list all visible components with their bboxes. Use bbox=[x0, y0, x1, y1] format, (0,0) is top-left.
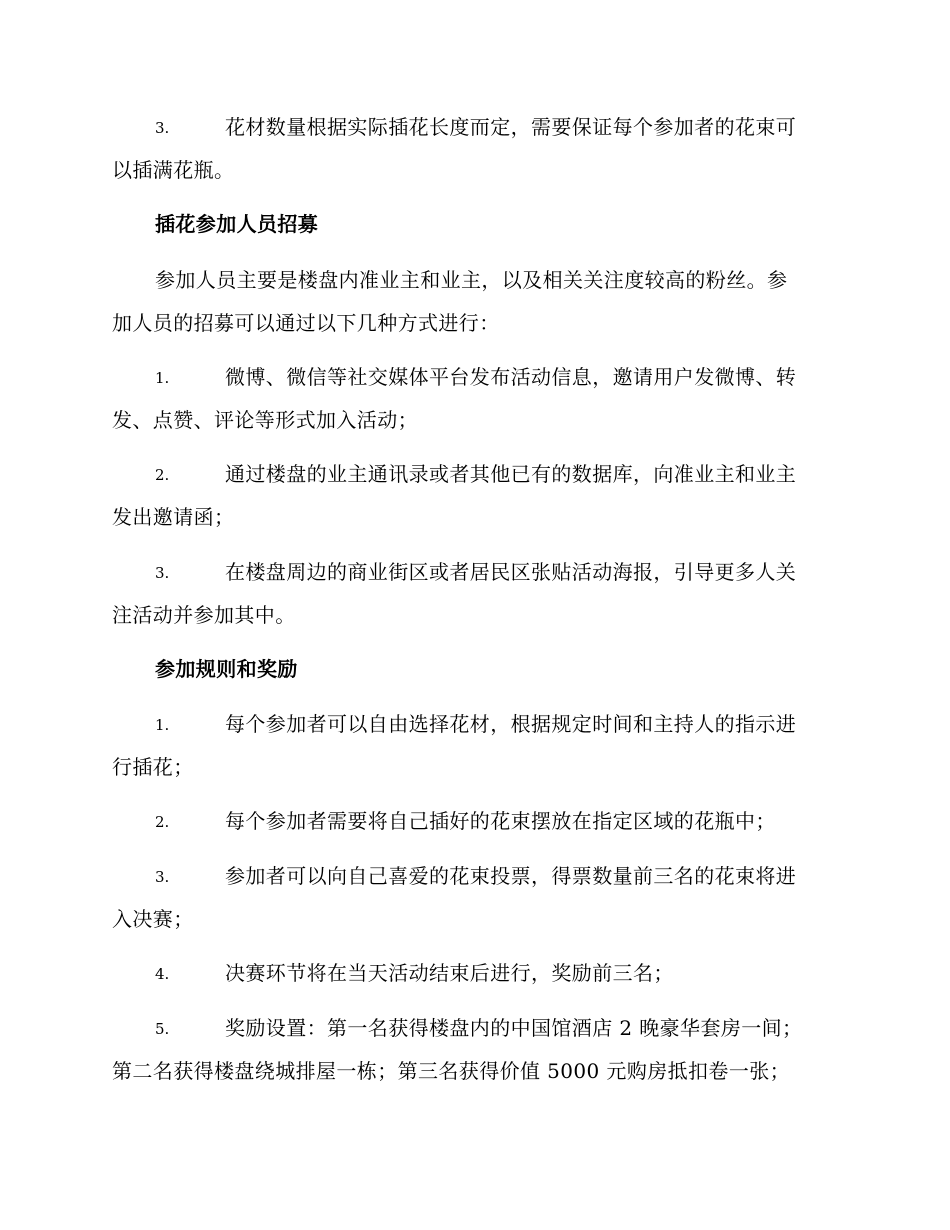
list-number: 1. bbox=[155, 716, 170, 734]
paragraph-text-continued: 加人员的招募可以通过以下几种方式进行： bbox=[112, 311, 500, 335]
list-item-text: 在楼盘周边的商业街区或者居民区张贴活动海报，引导更多人关 bbox=[225, 560, 797, 584]
list-item-text: 每个参加者可以自由选择花材，根据规定时间和主持人的指示进 bbox=[225, 712, 797, 736]
list-number: 3. bbox=[155, 564, 170, 582]
list-item-text-continued: 入决赛； bbox=[112, 907, 194, 931]
list-number: 1. bbox=[155, 369, 170, 387]
paragraph-text: 参加人员主要是楼盘内准业主和业主，以及相关关注度较高的粉丝。参 bbox=[155, 268, 788, 292]
list-number: 2. bbox=[155, 466, 170, 484]
list-item-text: 通过楼盘的业主通讯录或者其他已有的数据库，向准业主和业主 bbox=[225, 462, 797, 486]
list-item-text: 奖励设置：第一名获得楼盘内的中国馆酒店 2 晚豪华套房一间； bbox=[225, 1016, 803, 1040]
list-item-text: 每个参加者需要将自己插好的花束摆放在指定区域的花瓶中； bbox=[225, 809, 776, 833]
list-number: 3. bbox=[155, 119, 170, 137]
list-item-text: 决赛环节将在当天活动结束后进行，奖励前三名； bbox=[225, 961, 674, 985]
list-number: 3. bbox=[155, 868, 170, 886]
list-item-text-continued: 行插花； bbox=[112, 755, 194, 779]
list-item-text-continued: 注活动并参加其中。 bbox=[112, 603, 296, 627]
list-item-text-continued: 以插满花瓶。 bbox=[112, 158, 235, 182]
list-number: 5. bbox=[155, 1020, 170, 1038]
list-item-text: 花材数量根据实际插花长度而定，需要保证每个参加者的花束可 bbox=[225, 115, 797, 139]
list-item-text: 参加者可以向自己喜爱的花束投票，得票数量前三名的花束将进 bbox=[225, 864, 797, 888]
list-item-text: 微博、微信等社交媒体平台发布活动信息，邀请用户发微博、转 bbox=[225, 365, 797, 389]
section-heading-recruitment: 插花参加人员招募 bbox=[155, 212, 319, 236]
list-number: 4. bbox=[155, 965, 170, 983]
list-item-text-continued: 发、点赞、评论等形式加入活动； bbox=[112, 408, 418, 432]
list-item-text-continued: 第二名获得楼盘绕城排屋一栋；第三名获得价值 5000 元购房抵扣卷一张； bbox=[112, 1059, 791, 1083]
section-heading-rules: 参加规则和奖励 bbox=[155, 657, 298, 681]
list-item-text-continued: 发出邀请函； bbox=[112, 505, 235, 529]
list-number: 2. bbox=[155, 813, 170, 831]
